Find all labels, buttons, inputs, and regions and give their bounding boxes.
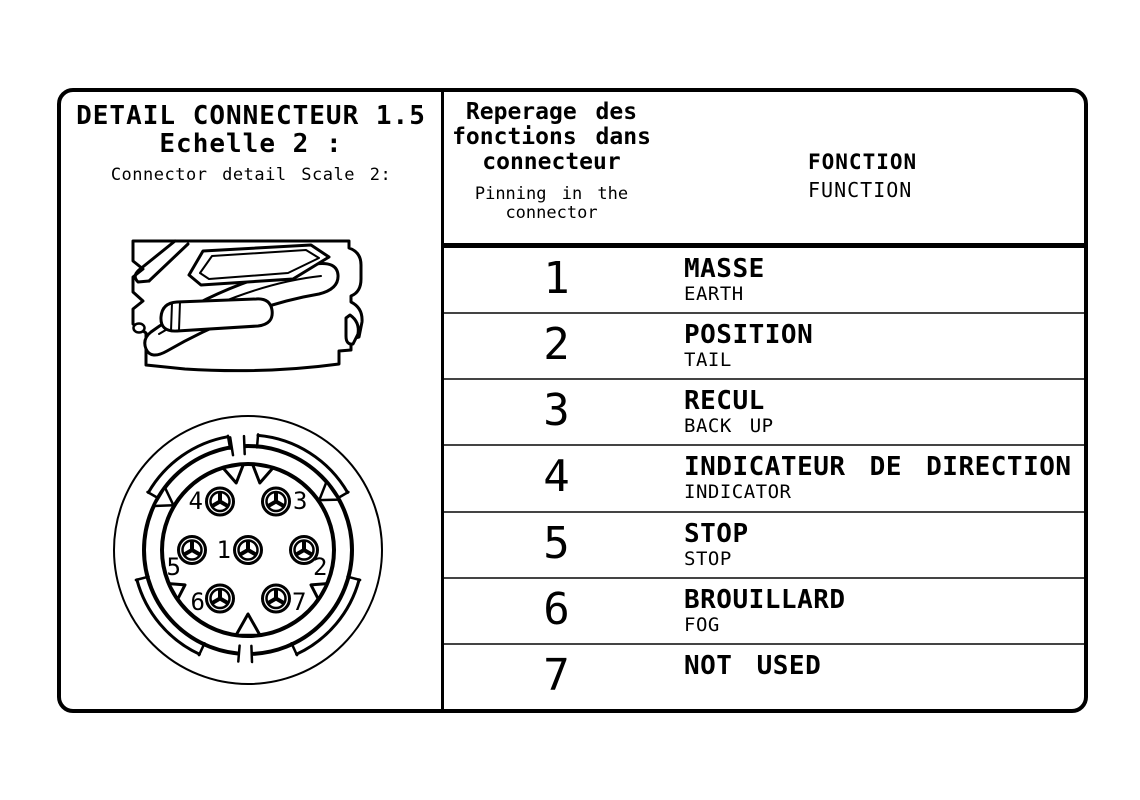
- pin-3-contact: [263, 488, 290, 515]
- function-en: TAIL: [684, 349, 732, 372]
- pin-label-5: 5: [166, 553, 181, 581]
- function-fr: INDICATEUR DE DIRECTION: [684, 452, 1072, 483]
- pin-number-cell: 7: [543, 649, 570, 701]
- side-zig-hook: [135, 270, 149, 282]
- pin-function-table: [444, 248, 1084, 709]
- pin-label-2: 2: [313, 553, 328, 581]
- pin-4-contact: [207, 488, 234, 515]
- inner-notch-top-right: [253, 464, 274, 483]
- side-capsule: [161, 299, 272, 331]
- pin-number-cell: 2: [543, 319, 570, 371]
- function-header-block: [808, 148, 917, 204]
- inner-notch-bottom: [236, 614, 260, 635]
- function-header-en: FUNCTION: [808, 178, 913, 202]
- connector-side-view-drawing: [125, 238, 369, 376]
- table-row-pin-4: [444, 444, 1084, 510]
- side-right-tab: [346, 315, 358, 344]
- pin-label-6: 6: [190, 588, 205, 616]
- function-cell: [669, 645, 1084, 709]
- function-cell: [669, 513, 1084, 577]
- side-zig-line2: [149, 244, 188, 281]
- function-cell: [669, 314, 1084, 378]
- drawing-frame: [57, 88, 1088, 713]
- table-row-pin-2: [444, 312, 1084, 378]
- table-row-pin-3: [444, 378, 1084, 444]
- pin-number-cell: 3: [543, 385, 570, 437]
- function-fr: BROUILLARD: [684, 584, 846, 615]
- pin-6-contact: [207, 585, 234, 612]
- function-cell: [669, 248, 1084, 312]
- pin-label-7: 7: [292, 588, 307, 616]
- pin-label-4: 4: [188, 487, 203, 515]
- function-fr: POSITION: [684, 320, 814, 351]
- table-row-pin-7: [444, 643, 1084, 709]
- pinning-header-en: Pinning in the connector: [474, 184, 629, 223]
- title-en: Connector detail Scale 2:: [110, 165, 392, 185]
- pinning-header-fr: Reperage des fonctions dans connecteur: [452, 99, 651, 175]
- title-fr-line2: Echelle 2 :: [159, 129, 343, 159]
- function-cell: [669, 446, 1084, 510]
- connector-detail-panel: [61, 92, 444, 709]
- pinning-table-panel: [444, 92, 1084, 709]
- pin-7-contact: [263, 585, 290, 612]
- table-row-pin-1: [444, 248, 1084, 312]
- pin-label-1: 1: [216, 536, 231, 564]
- function-en: FOG: [684, 613, 720, 636]
- function-cell: [669, 579, 1084, 643]
- table-header: [444, 92, 1084, 248]
- function-en: INDICATOR: [684, 481, 792, 504]
- table-row-pin-5: [444, 511, 1084, 577]
- function-en: EARTH: [684, 283, 744, 305]
- pin-number-cell: 4: [543, 451, 570, 503]
- pin-label-3: 3: [293, 487, 308, 515]
- connector-detail-title: [61, 92, 441, 185]
- pin-number-cell: 5: [543, 517, 570, 569]
- title-fr-line1: DETAIL CONNECTEUR 1.5: [76, 101, 426, 131]
- pin-5-contact: [179, 537, 206, 564]
- function-header-fr: FONCTION: [808, 150, 918, 174]
- function-fr: STOP: [684, 518, 749, 549]
- pin-number-cell: 6: [543, 583, 570, 635]
- side-zig-line1: [139, 241, 175, 270]
- function-fr: RECUL: [684, 386, 765, 417]
- connector-front-view-drawing: [103, 405, 393, 695]
- table-row-pin-6: [444, 577, 1084, 643]
- pinning-header-block: [444, 100, 659, 223]
- pin-1-contact: [235, 537, 262, 564]
- side-left-hook: [134, 324, 145, 333]
- inner-notch-top-left: [223, 464, 244, 483]
- function-cell: [669, 380, 1084, 444]
- function-fr: NOT USED: [684, 650, 822, 681]
- function-en: BACK UP: [684, 415, 774, 438]
- function-fr: MASSE: [684, 254, 765, 284]
- function-en: STOP: [684, 547, 732, 570]
- pin-number-cell: 1: [543, 253, 570, 304]
